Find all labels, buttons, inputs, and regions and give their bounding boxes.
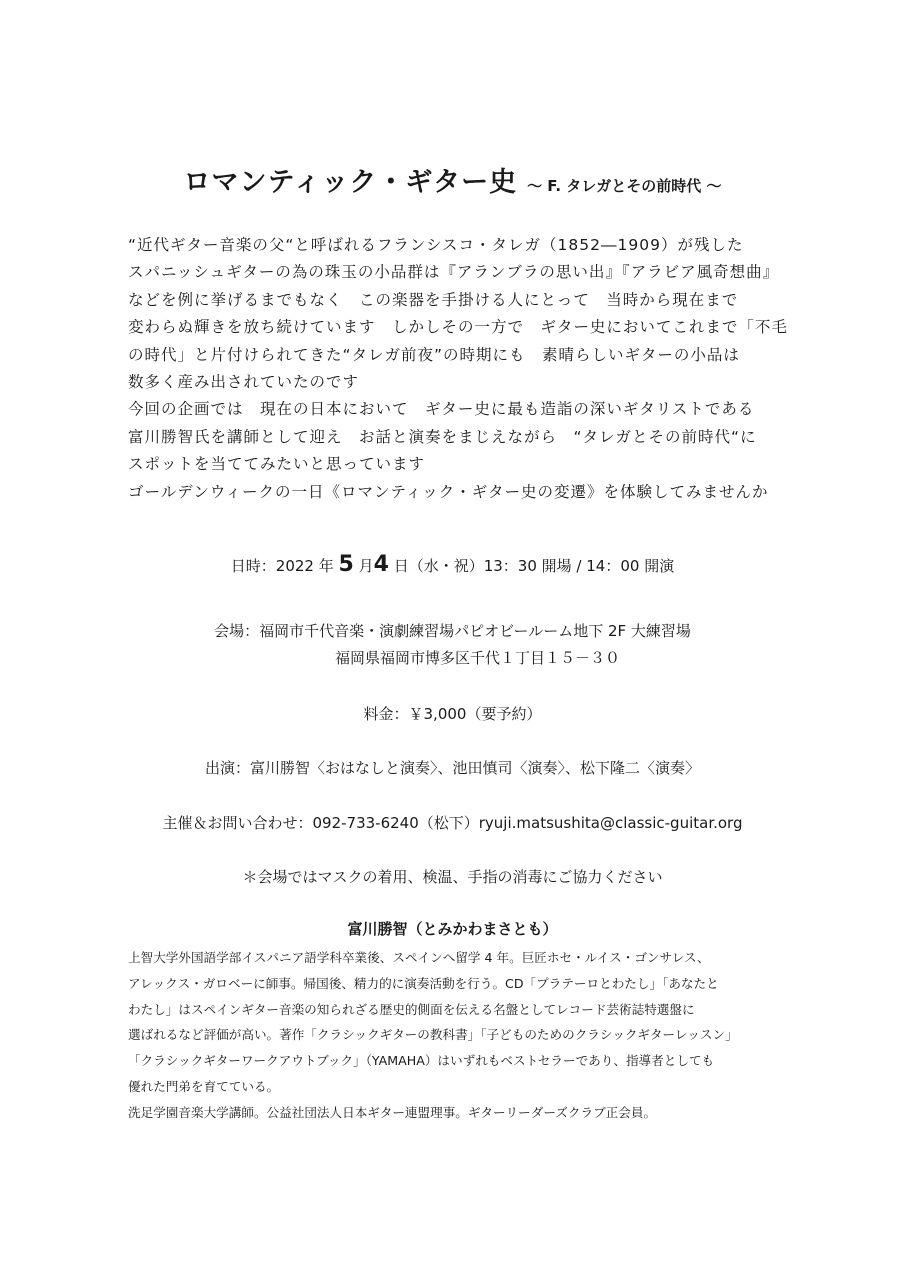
bio-line: アレックス・ガロベーに師事。帰国後、精力的に演奏活動を行う。CD「プラテーロとわたし」「あなたと — [128, 975, 719, 991]
contact-info: 主催＆お問い合わせ：092-733-6240（松下）ryuji.matsushita@classic-guitar.org — [162, 814, 743, 832]
bio-line: 「クラシックギターワークアウトブック」（YAMAHA）はいずれもベストセラーであり、指導者としても — [128, 1053, 715, 1069]
intro-line: 今回の企画では 現在の日本において ギター史に最も造詣の深いギタリストである — [128, 400, 755, 419]
bio-line: 選ばれるなど評価が高い。著作「クラシックギターの教科書」「子どものためのクラシックギターレッスン」 — [128, 1027, 738, 1043]
intro-paragraph — [128, 232, 788, 506]
intro-line: の時代」と片付けられてきた“タレガ前夜”の時期にも 素晴らしいギターの小品は — [128, 345, 740, 364]
bio-line: 上智大学外国語学部イスパニア語学科卒業後、スペインへ留学 4 年。巨匠ホセ・ルイス・ゴンサレス、 — [128, 950, 710, 965]
bio-line: 優れた門弟を育てている。 — [128, 1078, 280, 1094]
bio-heading: 富川勝智（とみかわまさとも） — [347, 920, 558, 938]
covid-notice: ＊会場ではマスクの着用、検温、手指の消毒にご協力ください — [242, 868, 663, 886]
intro-line: などを例に挙げるまでもなく この楽器を手掛ける人にとって 当時から現在まで — [128, 290, 739, 309]
flyer-title — [0, 160, 905, 199]
date-month: 5 — [338, 552, 354, 577]
admission-fee: 料金：￥3,000（要予約） — [363, 705, 542, 723]
venue-name: 会場：福岡市千代音楽・演劇練習場パピオビールーム地下 2F 大練習場 — [214, 622, 691, 640]
intro-line: 富川勝智氏を講師として迎え お話と演奏をまじえながら “タレガとその前時代“に — [128, 427, 757, 446]
event-date — [0, 552, 905, 577]
intro-line: “近代ギター音楽の父“と呼ばれるフランシスコ・タレガ（1852―1909）が残した — [128, 236, 744, 254]
bio-line: わたし」はスペインギター音楽の知られざる歴史的側面を伝える名盤としてレコード芸術誌特選盤に — [128, 1001, 695, 1017]
title-main: ロマンティック・ギター史 — [183, 167, 518, 198]
intro-line: 数多く産み出されていたのです — [128, 372, 360, 391]
date-day-unit: 日（水・祝）13：30 開場 / 14：00 開演 — [393, 557, 675, 575]
intro-line: スパニッシュギターの為の珠玉の小品群は『アランブラの思い出』『アラビア風奇想曲』 — [128, 263, 780, 282]
intro-line: ゴールデンウィークの一日《ロマンティック・ギター史の変遷》を体験してみませんか — [128, 482, 769, 501]
date-day: 4 — [373, 552, 389, 577]
bio-line: 洗足学園音楽大学講師。公益社団法人日本ギター連盟理事。ギターリーダーズクラブ正会員。 — [128, 1104, 657, 1120]
bio-paragraph — [128, 945, 778, 1126]
venue-address: 福岡県福岡市博多区千代１丁目１５－３０ — [334, 649, 620, 667]
title-subtitle: ～ F. タレガとその前時代 ～ — [527, 177, 722, 195]
intro-line: スポットを当ててみたいと思っています — [128, 455, 426, 474]
intro-line: 変わらぬ輝きを放ち続けています しかしその一方で ギター史においてこれまで「不毛 — [128, 318, 788, 337]
date-prefix: 日時：2022 年 — [230, 557, 334, 575]
performers: 出演：富川勝智〈おはなしと演奏〉、池田慎司〈演奏〉、松下隆二〈演奏〉 — [204, 759, 700, 777]
date-month-unit: 月 — [358, 557, 374, 575]
